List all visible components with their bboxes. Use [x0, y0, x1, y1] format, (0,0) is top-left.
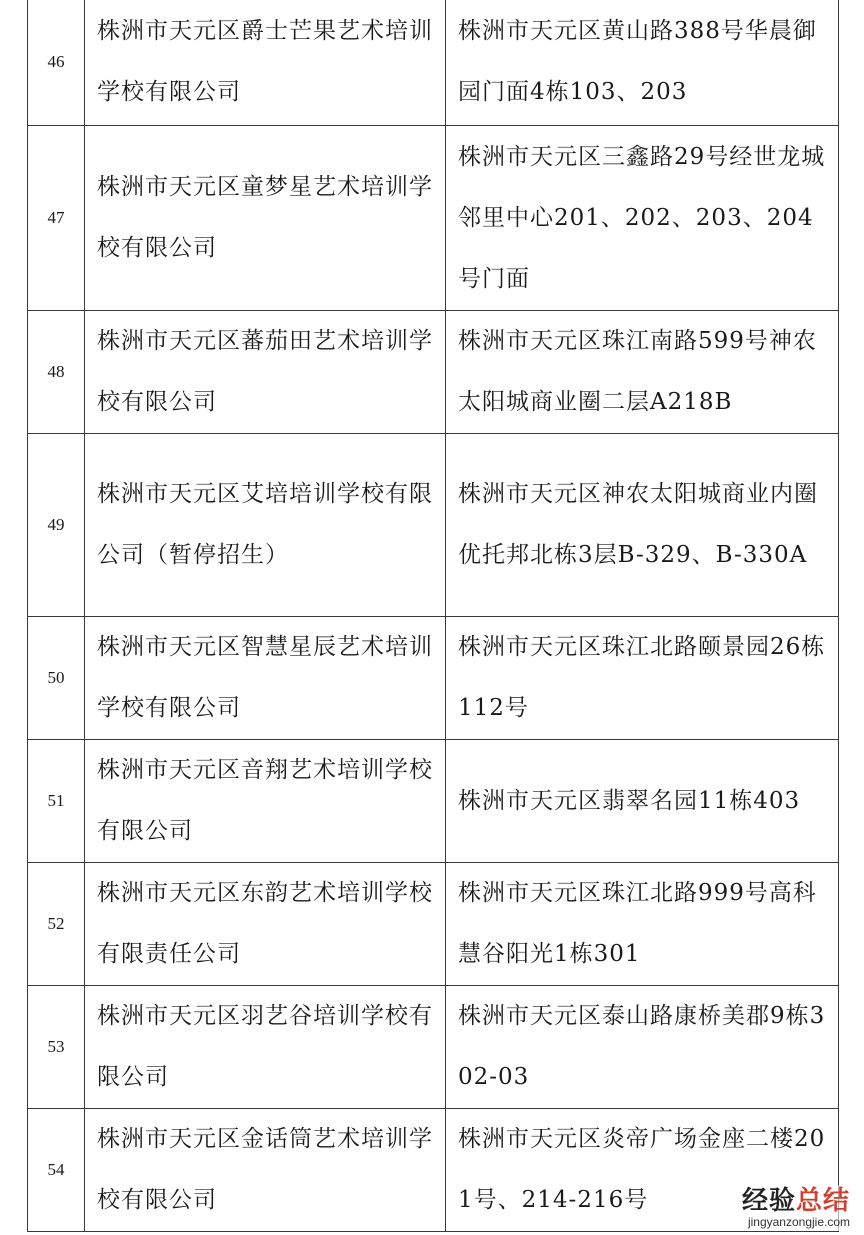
- row-number: 54: [28, 1109, 85, 1232]
- school-address: 株洲市天元区三鑫路29号经世龙城邻里中心201、202、203、204号门面: [446, 126, 839, 311]
- school-name: 株洲市天元区蕃茄田艺术培训学校有限公司: [85, 311, 446, 434]
- table-row: [28, 434, 839, 617]
- watermark-brand: [742, 1187, 850, 1215]
- table-row: [28, 617, 839, 740]
- school-address: 株洲市天元区珠江南路599号神农太阳城商业圈二层A218B: [446, 311, 839, 434]
- school-name: 株洲市天元区音翔艺术培训学校有限公司: [85, 740, 446, 863]
- table-row: [28, 740, 839, 863]
- row-number: 48: [28, 311, 85, 434]
- row-number: 51: [28, 740, 85, 863]
- school-address: 株洲市天元区珠江北路999号高科慧谷阳光1栋301: [446, 863, 839, 986]
- school-name: 株洲市天元区爵士芒果艺术培训学校有限公司: [85, 0, 446, 126]
- school-address: 株洲市天元区神农太阳城商业内圈优托邦北栋3层B-329、B-330A: [446, 434, 839, 617]
- row-number: 47: [28, 126, 85, 311]
- watermark-brand-main: 经验: [741, 1186, 796, 1216]
- school-address: 株洲市天元区翡翠名园11栋403: [446, 740, 839, 863]
- table-row: [28, 863, 839, 986]
- row-number: 46: [28, 0, 85, 126]
- table-row: [28, 126, 839, 311]
- school-name: 株洲市天元区童梦星艺术培训学校有限公司: [85, 126, 446, 311]
- school-name: 株洲市天元区东韵艺术培训学校有限责任公司: [85, 863, 446, 986]
- table-row: [28, 1109, 839, 1232]
- school-address: 株洲市天元区珠江北路颐景园26栋112号: [446, 617, 839, 740]
- watermark-domain: jingyanzongjie.com: [747, 1215, 850, 1229]
- school-address: 株洲市天元区黄山路388号华晨御园门面4栋103、203: [446, 0, 839, 126]
- school-address: 株洲市天元区泰山路康桥美郡9栋302-03: [446, 986, 839, 1109]
- school-address: 株洲市天元区炎帝广场金座二楼201号、214-216号: [446, 1109, 839, 1232]
- school-name: 株洲市天元区羽艺谷培训学校有限公司: [85, 986, 446, 1109]
- site-watermark: [738, 1185, 854, 1231]
- row-number: 50: [28, 617, 85, 740]
- row-number: 49: [28, 434, 85, 617]
- school-name: 株洲市天元区艾培培训学校有限公司（暂停招生）: [85, 434, 446, 617]
- school-list-table: [27, 0, 839, 1232]
- row-number: 52: [28, 863, 85, 986]
- school-name: 株洲市天元区金话筒艺术培训学校有限公司: [85, 1109, 446, 1232]
- watermark-brand-accent: 总结: [795, 1186, 850, 1216]
- table-row: [28, 311, 839, 434]
- table-row: [28, 0, 839, 126]
- school-name: 株洲市天元区智慧星辰艺术培训学校有限公司: [85, 617, 446, 740]
- table-row: [28, 986, 839, 1109]
- row-number: 53: [28, 986, 85, 1109]
